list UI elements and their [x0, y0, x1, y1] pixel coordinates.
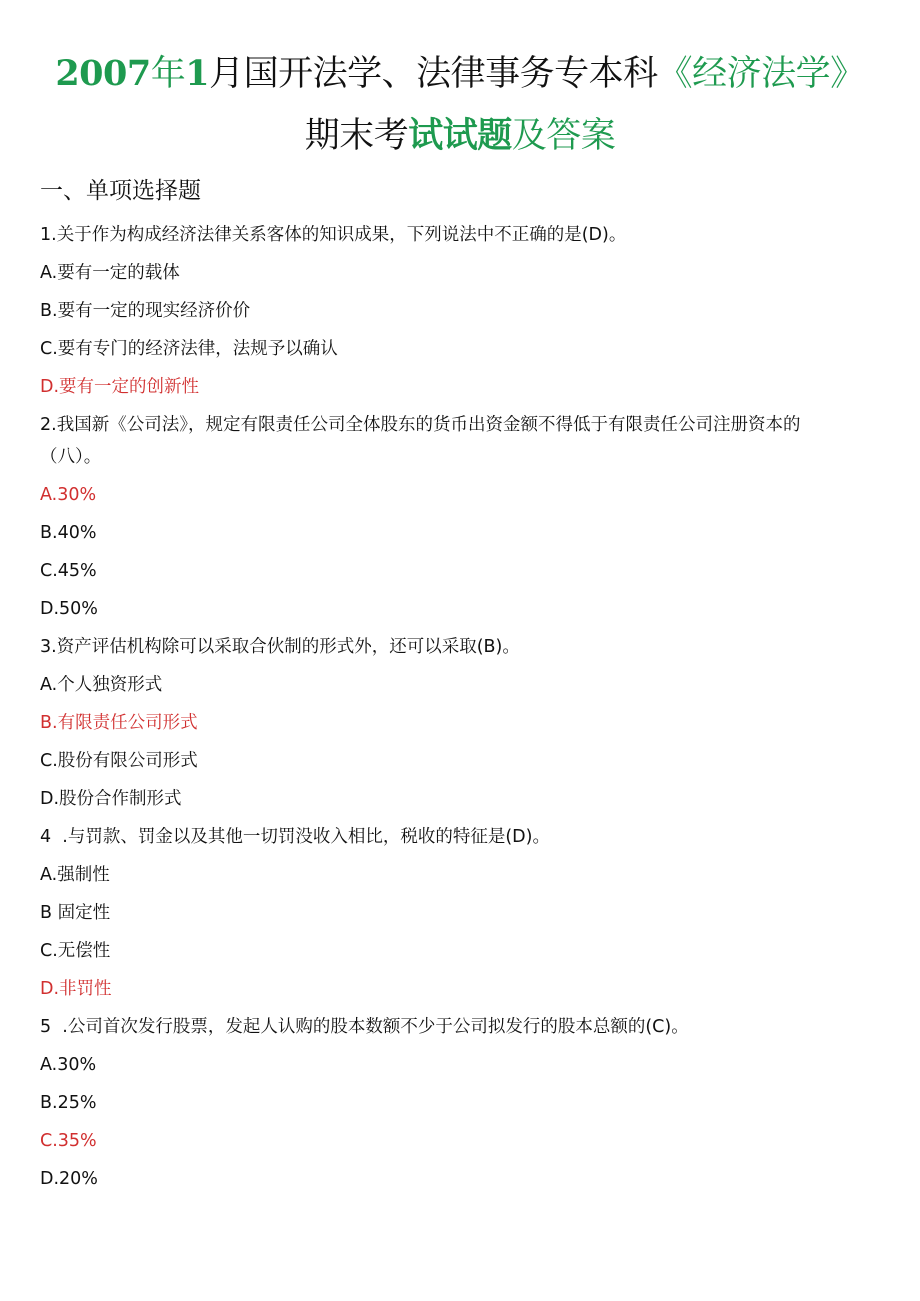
question-4-option-d-answer: D.非罚性 — [40, 979, 112, 999]
question-5-option-a: A.30% — [40, 1055, 97, 1075]
question-1-option-b: B.要有一定的现实经济价价 — [40, 301, 251, 321]
document-title-line-1 — [0, 52, 920, 96]
question-3-option-c: C.股份有限公司形式 — [40, 751, 198, 771]
title-year: 2007 — [55, 53, 151, 94]
question-3-text: 3.资产评估机构除可以采取合伙制的形式外，还可以采取(B)。 — [40, 637, 520, 657]
title-part-3: 及答案 — [511, 116, 616, 156]
question-4-option-b: B 固定性 — [40, 903, 111, 923]
title-subject: 《经济法学》 — [657, 54, 865, 94]
question-5-option-c-answer: C.35% — [40, 1131, 97, 1151]
question-1-text: 1.关于作为构成经济法律关系客体的知识成果，下列说法中不正确的是(D)。 — [40, 225, 627, 245]
question-2-text: 2.我国新《公司法》，规定有限责任公司全体股东的货币出资金额不得低于有限责任公司注册资本的 — [40, 415, 801, 435]
section-heading: 一、单项选择题 — [40, 178, 201, 204]
title-part-1: 期末考 — [304, 116, 409, 156]
question-3-option-d: D.股份合作制形式 — [40, 789, 182, 809]
question-1-option-c: C.要有专门的经济法律，法规予以确认 — [40, 339, 338, 359]
title-month: 1 — [185, 53, 210, 94]
question-2-option-b: B.40% — [40, 523, 97, 543]
question-4-text: 4 .与罚款、罚金以及其他一切罚没收入相比，税收的特征是(D)。 — [40, 827, 550, 847]
title-year-suffix: 年 — [150, 54, 186, 94]
document-title-line-2 — [0, 114, 920, 158]
question-2-option-c: C.45% — [40, 561, 97, 581]
question-2-option-d: D.50% — [40, 599, 98, 619]
question-2-option-a-answer: A.30% — [40, 485, 97, 505]
question-1-option-a: A.要有一定的载体 — [40, 263, 180, 283]
question-5-option-b: B.25% — [40, 1093, 97, 1113]
question-3-option-b-answer: B.有限责任公司形式 — [40, 713, 198, 733]
title-text: 月国开法学、法律事务专本科 — [209, 54, 658, 94]
title-part-2: 试试题 — [408, 116, 512, 156]
question-3-option-a: A.个人独资形式 — [40, 675, 163, 695]
question-4-option-a: A.强制性 — [40, 865, 110, 885]
question-2-text-continued: （八）。 — [40, 447, 102, 467]
question-5-text: 5 .公司首次发行股票，发起人认购的股本数额不少于公司拟发行的股本总额的(C)。 — [40, 1017, 689, 1037]
question-1-option-d-answer: D.要有一定的创新性 — [40, 377, 200, 397]
question-4-option-c: C.无偿性 — [40, 941, 111, 961]
question-5-option-d: D.20% — [40, 1169, 98, 1189]
